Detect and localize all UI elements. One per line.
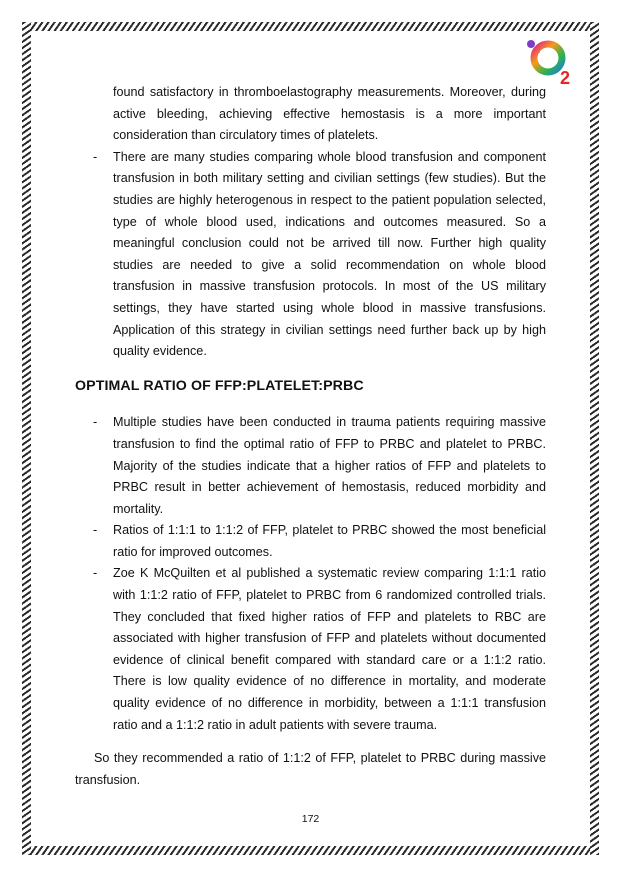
o2-logo-icon [522, 36, 578, 88]
svg-text:2: 2 [560, 68, 571, 88]
section-heading: OPTIMAL RATIO OF FFP:PLATELET:PRBC [75, 377, 364, 394]
list-item [75, 563, 546, 736]
page-border-right [590, 22, 599, 855]
list-item [75, 412, 546, 520]
page-border-bottom [22, 846, 599, 855]
page-border-left [22, 22, 31, 855]
page-border-top [22, 22, 599, 31]
bullet-dash: - [93, 566, 98, 581]
list-item [75, 147, 546, 363]
bullet-dash: - [93, 523, 98, 538]
list-item [75, 520, 546, 563]
section-bullet-list [75, 412, 546, 736]
bullet-dash: - [93, 415, 98, 430]
closing-paragraph: So they recommended a ratio of 1:1:2 of FFP, platelet to PRBC during massive transfusion. [75, 751, 546, 787]
bullet-text: Zoe K McQuilten et al published a systematic review comparing 1:1:1 ratio with 1:1:2 ratio of FFP, platelet to PRBC from 6 randomized controlled trials. They concluded that fixed higher ratios of FFP and platelets to RBC are associated with higher transfusion of FFP and platelets without documented evidence of clinical benefit compared with standard care or a 1:1:2 ratio. There is low quality evidence of no difference in mortality, and moderate quality evidence of no difference in morbidity, between a 1:1:1 transfusion ratio and a 1:1:2 ratio in adult patients with severe trauma. [113, 566, 546, 732]
bullet-text: Multiple studies have been conducted in trauma patients requiring massive transfusion to find the optimal ratio of FFP to PRBC and platelet to PRBC. Majority of the studies indicate that a higher ratios of FFP and platelets to PRBC result in better achievement of hemostasis, reduced morbidity and mortality. [113, 415, 546, 516]
page-content [75, 82, 546, 791]
bullet-text: Ratios of 1:1:1 to 1:1:2 of FFP, platelet to PRBC showed the most beneficial ratio for improved outcomes. [113, 523, 546, 559]
bullet-dash: - [93, 149, 98, 164]
page-number: 172 [301, 813, 320, 825]
top-bullet-list [75, 147, 546, 363]
bullet-text: There are many studies comparing whole blood transfusion and component transfusion in both military setting and civilian settings (few studies). But the studies are highly heterogenous in respect to the patient population selected, type of whole blood used, indications and outcomes measured. So a meaningful conclusion could not be arrived till now. Further high quality studies are needed to give a solid recommendation on whole blood transfusion in massive transfusion protocols. In most of the US military settings, they have started using whole blood in massive transfusions. Application of this strategy in civilian settings need further back up by high quality evidence. [113, 149, 546, 359]
continued-paragraph: found satisfactory in thromboelastography measurements. Moreover, during active bleeding, achieving effective hemostasis is a more important consideration than circulatory times of platelets. [113, 85, 546, 143]
